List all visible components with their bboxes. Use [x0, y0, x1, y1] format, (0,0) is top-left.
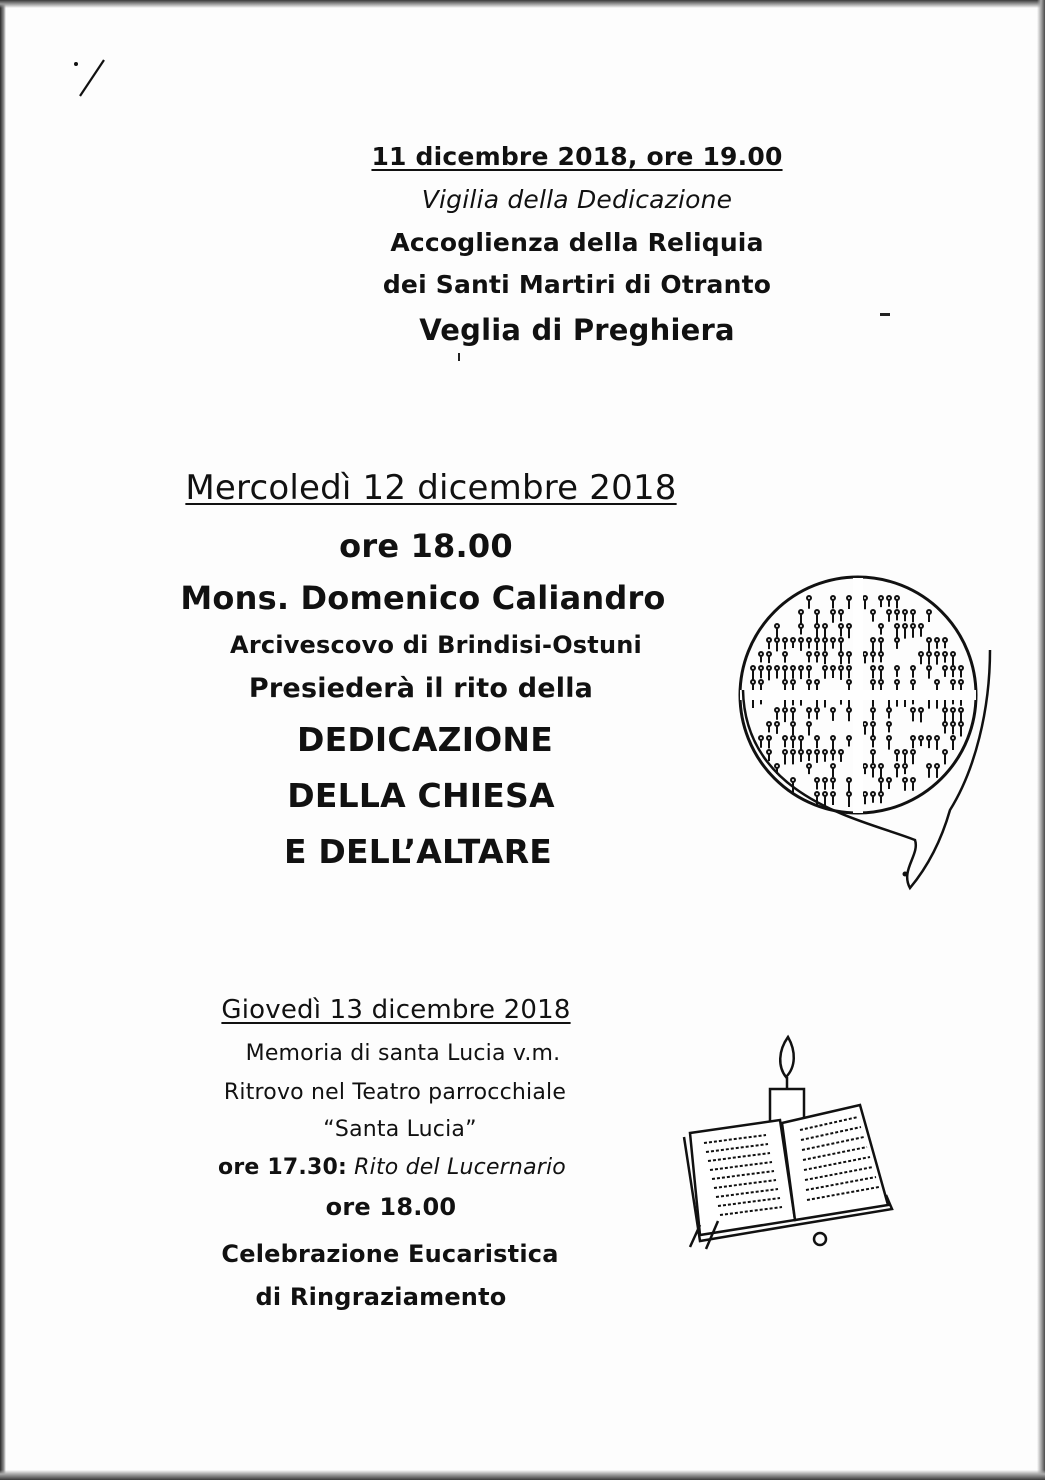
memorial-date: Giovedì 13 dicembre 2018: [221, 995, 571, 1025]
dedication-intro: Presiederà il rito della: [248, 673, 594, 704]
scan-edge-right: [1037, 0, 1045, 1480]
memorial-rite: Rito del Lucernario: [354, 1155, 566, 1180]
vigil-date: 11 dicembre 2018, ore 19.00: [371, 142, 783, 171]
vigil-line-1: Accoglienza della Reliquia: [390, 228, 764, 257]
memorial-line-2: Ritrovo nel Teatro parrocchiale: [223, 1080, 567, 1105]
vigil-subtitle: Vigilia della Dedicazione: [421, 185, 733, 214]
dedication-time: ore 18.00: [339, 527, 513, 565]
globe-crowd-dove-icon: [735, 570, 1015, 905]
scan-edge-top: [0, 0, 1045, 8]
memorial-line-1: Memoria di santa Lucia v.m.: [245, 1041, 561, 1066]
dedication-role: Arcivescovo di Brindisi-Ostuni: [230, 631, 642, 659]
pen-mark: [70, 52, 110, 102]
candle-open-book-icon: [670, 1025, 895, 1260]
dedication-celebrant: Mons. Domenico Caliandro: [180, 579, 666, 617]
dedication-date: Mercoledì 12 dicembre 2018: [185, 468, 677, 508]
memorial-time-1: ore 17.30:: [218, 1155, 347, 1180]
memorial-line-5: di Ringraziamento: [255, 1283, 507, 1311]
memorial-time-2: ore 18.00: [325, 1193, 457, 1221]
vigil-line-3: Veglia di Preghiera: [419, 313, 735, 347]
memorial-schedule: [218, 1155, 566, 1180]
memorial-line-4: Celebrazione Eucaristica: [221, 1240, 559, 1268]
dedication-rite-2: DELLA CHIESA: [287, 776, 555, 815]
scan-edge-left: [0, 0, 6, 1480]
vigil-line-2: dei Santi Martiri di Otranto: [382, 270, 772, 299]
dedication-rite-1: DEDICAZIONE: [297, 720, 553, 759]
memorial-line-3: “Santa Lucia”: [323, 1117, 477, 1142]
scan-edge-bottom: [0, 1470, 1045, 1480]
dedication-rite-3: E DELL’ALTARE: [283, 832, 553, 871]
